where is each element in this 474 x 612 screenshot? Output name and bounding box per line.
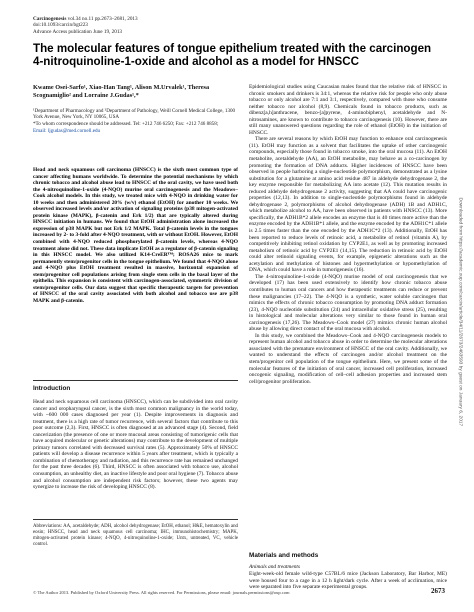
paragraph-etoh-mechanisms: There are several reasons by which EtOH may function to enhance oral carcinogenesis (11). EtOH may function as a solvent that facilitates the uptake of other carcinogenic compounds, especially those found in tobacco smoke, into the oral mucosa (11). An EtOH metabolite, acetaldehyde (AA), an EtOH metabolite, may behave as a co-carcinogen by promoting the formation of DNA adducts. Higher incidences of HNSCC have been observed in people harboring a single-nucleotide polymorphism, demonstrated as a lysine substitution for a glutamine at amino acid residue 487 in aldehyde dehydrogenase 2, the key enzyme responsible for metabolizing AA into acetate (12). This mutation results in reduced aldehyde dehydrogenase 2 activity, suggesting that AA could have carcinogenic properties (12,13). In addition to single-nucleotide polymorphisms found in aldehyde dehydrogenase 2, polymorphisms of alcohol dehydrogenase (ADH) 1B and ADH1C, which metabolize alcohol to AA, have been observed in patients with HNSCC (13). More specifically, the ADH1B*2 allele encodes an enzyme that is 40 times more active than the enzyme encoded by the ADH1B*1 allele, and the enzyme encoded by the ADH1C*1 allele is 2.5 times faster than the one encoded by the ADH1C*2 (13). Additionally, EtOH has been reported to reduce levels of retinoic acid, a metabolite of retinol (vitamin A), by competitively inhibiting retinol oxidation by CYP2E1, as well as by promoting increased metabolism of retinoic acid by CYP2E1 (14,15). The reduction in retinoic acid by EtOH could alter retinoid signaling events, for example, epigenetic alterations such as the acetylation and methylation of histones and hypermethylation or hypomethylation of DNA, which could have a role in tumorigenesis (16). — [249, 136, 447, 274]
paragraph-study-aim: In this study, we combined the Meadows–Cook and 4-NQO carcinogenesis models to represent human alcohol and tobacco abuse in order to determine the molecular alterations associated with the premature environment of HNSCC of the oral cavity. Additionally, we wanted to understand the effects of carcinogen and/or alcohol treatment on the stem/progenitor cell population of the tongue epithelium. Here, we present some of the molecular features of the initiation of oral cancer, increased cell proliferation, increased oncogenic signaling, modification of cell–cell adhesion properties and increased stem cell/progenitor proliferation. — [249, 332, 447, 385]
correspondence: *To whom correspondence should be addressed. Tel: +212 746 6250; Fax: +212 746 8858; — [33, 121, 219, 128]
methods-text: Eight-week-old female wild-type C57BL/6 mice (Jackson Laboratory, Bar Harbor, ME) were housed four to a cage in a 12 h light/dark cycle. After a week of acclimation, mice were separated into five separate experimental groups. — [249, 571, 447, 591]
journal-name: Carcinogenesis — [33, 16, 67, 22]
paragraph-epidemiology: Epidemiological studies using Caucasian males found that the relative risk of HNSCC in chronic smokers and drinkers is 34:1, whereas the relative risk for people who only abuse tobacco or only alcohol are 7:1 and 3:1, respectively, compared with those who consume neither tobacco nor alcohol (8,9). Chemicals found in tobacco products, such as dibenz[a,h]anthracene, benzo-[a]pyrene, 4-aminobiphenyl, acetaldehyde and N-nitrosamines, are known to contribute to tobacco carcinogenesis (10). However, there are still many unanswered questions regarding the role of ethanol (EtOH) in the initiation of HNSCC. — [249, 84, 447, 136]
methods-subheading: Animals and treatments — [249, 564, 301, 570]
abbrev-divider — [33, 519, 238, 520]
methods-heading: Materials and methods — [249, 552, 319, 559]
author-list: Kwame Osei-Sarfo¹, Xiao-Han Tang¹, Alison M.Urvalek¹, Theresa Scognamiglio² and Lorraine J.Gudas¹,* — [33, 84, 210, 99]
advance-access: Advance Access publication June 19, 2013 — [33, 28, 123, 35]
download-sidebar — [455, 197, 465, 500]
affiliation-1: ¹Department of Pharmacology and ²Department of Pathology, Weill Cornell Medical College, 1300 York Avenue, New York, NY 10065, USA — [33, 108, 236, 121]
journal-header — [33, 16, 293, 35]
intro-text: Head and neck squamous cell carcinoma (HNSCC), which can be subdivided into oral cavity cancer and oropharyngeal cancer, is the sixth most common malignancy in the world today, with ~600 000 cases diagnosed per year (1). Despite improvements in diagnosis and treatment, there is a high rate of tumor recurrence, with several factors that contribute to this poor outcome (2,3). First, HNSCC is often diagnosed at an advanced stage (4). Second, field cancerization (the presence of one or more mucosal areas consisting of tumorigenic cells that have acquired molecular or genetic alterations) may contribute to the development of multiple primary tumors correlated with decreased survival rates (5). Approximately 50% of HNSCC patients will develop a disease recurrence within 5 years after treatment, which is typically a combination of chemotherapy and radiation, and this recurrence rate has remained unchanged for the past three decades (6). Third, HNSCC is often associated with tobacco use, alcohol consumption, an unhealthy diet, an inactive lifestyle and poor oral hygiene (7). Tobacco abuse and alcohol consumption are independent risk factors; however, these two agents may synergize to increase the risk of developing HNSCC (8). — [33, 399, 238, 491]
abstract-divider — [33, 380, 238, 381]
download-notice[interactable]: Downloaded from https://academic.oup.com/carcin/article/34/11/2673/2463593 by guest on January 6, 2017 — [457, 197, 463, 427]
journal-issue: vol.34 no.11 pp.2673–2681, 2013 — [67, 16, 138, 22]
page-number: 2673 — [431, 587, 445, 595]
right-column — [249, 84, 447, 385]
article-title: The molecular features of tongue epithelium treated with the carcinogen 4-nitroquinoline-1-oxide and alcohol as a model for HNSCC — [33, 42, 432, 68]
abbreviations: Abbreviations: AA, acetaldehyde; ADH, alcohol dehydrogenase; EtOH, ethanol; H&E, hematoxylin and eosin; HNSCC, head and neck squamous cell carcinoma; IHC, immunohistochemistry; MAPK, mitogen-activated protein kinase; 4-NQO, 4-nitroquinoline-1-oxide; Untx, untreated, VC, vehicle control. — [33, 524, 238, 547]
journal-doi[interactable]: doi:10.1093/carcin/bgt223 — [33, 22, 88, 29]
paragraph-4nqo-model: The 4-nitroquinoline-1-oxide (4-NQO) murine model of oral carcinogenesis that we developed (17) has been used extensively to identify how chronic tobacco abuse contributes to human oral cancers and how therapeutic treatments can reduce or prevent these malignancies (17–22). The 4-NQO is a synthetic, water soluble carcinogen that mimics the effects of chronic tobacco consumption by promoting DNA adduct formation (23), 4-NQO nucleotide substitution (24) and intracellular oxidative stress (25), resulting in histological and molecular alterations very similar to those found in human oral carcinogenesis (17,26). The Meadows–Cook model (27) mimics chronic human alcohol abuse by allowing direct contact of the oral mucosa with alcohol. — [249, 273, 447, 333]
correspondence-email[interactable]: Email: ljgudas@med.cornell.edu — [33, 128, 101, 135]
copyright-footer: © The Author 2013. Published by Oxford University Press. All rights reserved. For Permissions, please email: journals.permissions@oup.com — [33, 590, 290, 595]
intro-heading: Introduction — [33, 385, 71, 392]
abstract: Head and neck squamous cell carcinoma (HNSCC) is the sixth most common type of cancer affecting humans worldwide. To determine the potential mechanisms by which chronic tobacco and alcohol abuse lead to HNSCC of the oral cavity, we have used both the 4-nitroquinoline-1-oxide (4-NQO) murine oral carcinogenesis and the Meadows–Cook alcohol models. In this study, we treated mice with 4-NQO in drinking water for 10 weeks and then administered 20% (w/v) ethanol (EtOH) for another 10 weeks. We observed increased levels and/or activation of signaling proteins (p38 mitogen-activated protein kinase (MAPK), β-catenin and Erk 1/2) that are typically altered during HNSCC initiation in humans. We found that EtOH administration alone increased the expression of p38 MAPK but not Erk 1/2 MAPK. Total β-catenin levels in the tongues increased by 2- to 3-fold after 4-NQO treatment, with or without EtOH. However, EtOH combined with 4-NQO reduced phosphorylated β-catenin levels, whereas 4-NQO treatment alone did not. These data implicate EtOH as a regulator of β-catenin signaling in this HNSCC model. We also utilized K14-CreERᵀᴹ; ROSA26 mice to mark permanently stem/progenitor cells in the tongue epithelium. We found that 4-NQO alone and 4-NQO plus EtOH treatment resulted in massive, horizontal expansion of stem/progenitor cell populations arising from single stem cells in the basal layer of the epithelia. This expansion is consistent with carcinogen-associated, symmetric division of stem/progenitor cells. Our data suggest that specific therapeutic targets for prevention of HNSCC of the oral cavity associated with both alcohol and tobacco use are p38 MAPK and β-catenin. — [33, 167, 238, 304]
affiliations — [33, 108, 238, 135]
